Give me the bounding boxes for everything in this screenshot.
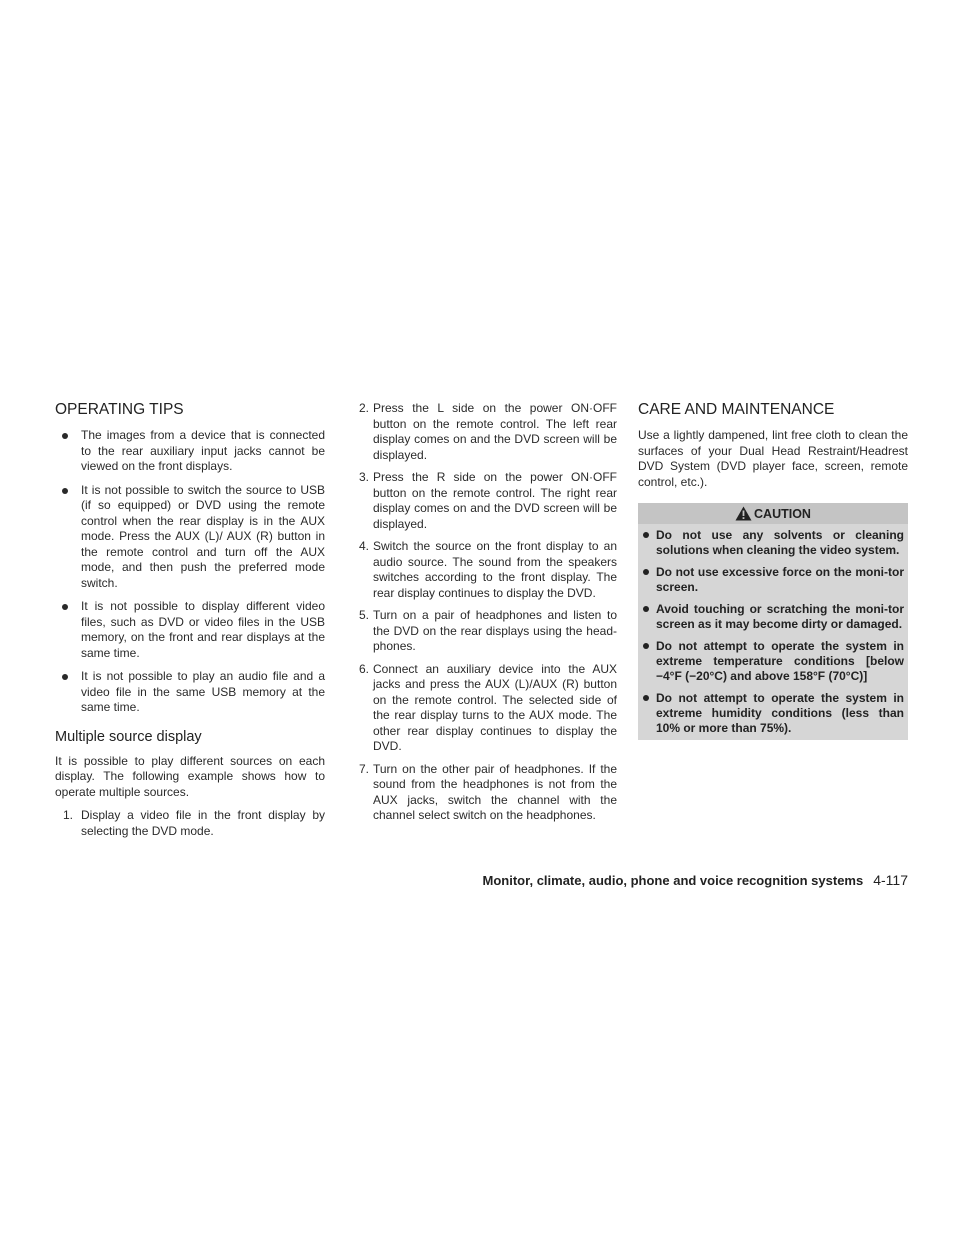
list-item: It is not possible to play an audio file and a video file in the same USB memory at the same time. xyxy=(55,669,325,716)
care-body: Use a lightly dampened, lint free cloth to clean the surfaces of your Dual Head Restraint/Headrest DVD System (DVD player face, screen, remote control, etc.). xyxy=(638,428,908,489)
list-item: It is not possible to switch the source to USB (if so equipped) or DVD using the remote control when the rear display is in the AUX mode. Press the AUX (L)/ AUX (R) button in the remote control and turn off the AUX mode, and then push the preferred mode switch. xyxy=(55,483,325,592)
bullet-icon xyxy=(62,488,68,494)
step-item: 5. Turn on a pair of headphones and listen to the DVD on the rear displays using the head-phones. xyxy=(358,608,617,653)
multiple-source-intro: It is possible to play different sources on each display. The following example shows how to operate multiple sources. xyxy=(55,753,325,799)
steps-list-part2 xyxy=(353,401,617,824)
list-item: Do not use any solvents or cleaning solutions when cleaning the video system. xyxy=(642,528,904,558)
caution-box xyxy=(638,503,908,740)
step-item: 6. Connect an auxiliary device into the AUX jacks and press the AUX (L)/AUX (R) button on the remote control. The selected side of the rear display turns to the AUX mode. The other rear display continues to display the DVD. xyxy=(358,661,617,753)
steps-list-part1 xyxy=(55,808,325,839)
bullet-icon xyxy=(643,569,649,575)
operating-tips-heading: OPERATING TIPS xyxy=(55,401,184,418)
column-right xyxy=(638,401,908,740)
list-item: The images from a device that is connected to the rear auxiliary input jacks cannot be viewed on the front displays. xyxy=(55,428,325,475)
operating-tips-list xyxy=(55,428,325,716)
list-item: Do not use excessive force on the moni-tor screen. xyxy=(642,565,904,595)
step-item: 7. Turn on the other pair of headphones. If the sound from the headphones is not from the AUX jacks, switch the channel with the channel select switch on the headphones. xyxy=(358,761,617,822)
bullet-icon xyxy=(643,695,649,701)
step-item: 3. Press the R side on the power ON·OFF button on the remote control. The right rear display comes on and the DVD screen will be displayed. xyxy=(358,470,617,531)
page-footer xyxy=(483,872,908,888)
caution-label: CAUTION xyxy=(754,506,811,521)
bullet-icon xyxy=(643,643,649,649)
bullet-icon xyxy=(62,674,68,680)
list-item: Do not attempt to operate the system in extreme humidity conditions (less than 10% or more than 75%). xyxy=(642,691,904,736)
column-middle xyxy=(353,401,617,831)
list-item: Avoid touching or scratching the moni-tor screen as it may become dirty or damaged. xyxy=(642,602,904,632)
list-item: It is not possible to display different video files, such as DVD or video files in the USB memory, on the front and rear displays at the same time. xyxy=(55,599,325,661)
bullet-icon xyxy=(62,604,68,610)
care-heading: CARE AND MAINTENANCE xyxy=(638,401,835,418)
bullet-icon xyxy=(62,433,68,439)
step-item: 4. Switch the source on the front display to an audio source. The sound from the speakers switches according to the front display. The rear display continues to display the DVD. xyxy=(358,539,617,600)
page-number: 4-117 xyxy=(873,872,908,888)
list-item: Do not attempt to operate the system in extreme temperature conditions [below −4°F (−20°C) and above 158°F (70°C)] xyxy=(642,639,904,684)
step-item: 1. Display a video file in the front display by selecting the DVD mode. xyxy=(62,808,325,838)
multiple-source-heading: Multiple source display xyxy=(55,728,202,745)
footer-section-title: Monitor, climate, audio, phone and voice recognition systems xyxy=(482,873,864,888)
caution-list xyxy=(642,528,904,736)
bullet-icon xyxy=(643,606,649,612)
column-left xyxy=(55,401,325,846)
step-item: 2. Press the L side on the power ON·OFF button on the remote control. The left rear display comes on and the DVD screen will be displayed. xyxy=(358,401,617,462)
bullet-icon xyxy=(643,532,649,538)
warning-triangle-icon xyxy=(735,506,752,521)
caution-header xyxy=(638,503,908,524)
